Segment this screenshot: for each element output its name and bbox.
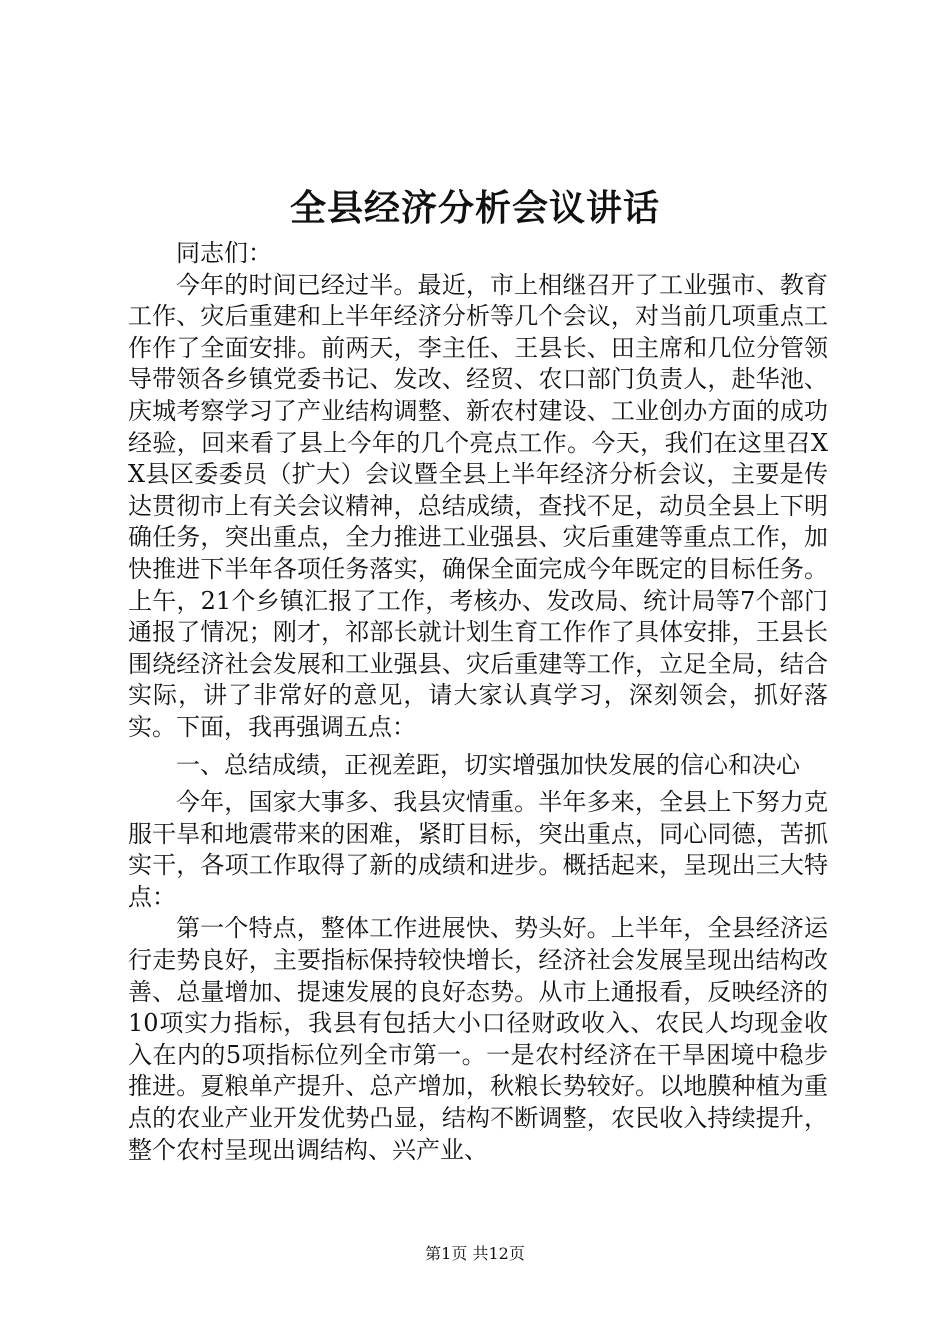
page-total: 共12页 <box>472 1244 525 1263</box>
page-number: 第1页 <box>425 1244 468 1263</box>
intro-paragraph: 今年的时间已经过半。最近，市上相继召开了工业强市、教育工作、灾后重建和上半年经济分析等几个会议，对当前几项重点工作作了全面安排。前两天，李主任、王县长、田主席和几位分管领导带领各乡镇党委书记、发改、经贸、农口部门负责人，赴华池、庆城考察学习了产业结构调整、新农村建设、工业创办方面的成功经验，回来看了县上今年的几个亮点工作。今天，我们在这里召XX县区委委员（扩大）会议暨全县上半年经济分析会议，主要是传达贯彻市上有关会议精神，总结成绩，查找不足，动员全县上下明确任务，突出重点，全力推进工业强县、灾后重建等重点工作，加快推进下半年各项任务落实，确保全面完成今年既定的目标任务。上午，21个乡镇汇报了工作，考核办、发改局、统计局等7个部门通报了情况；刚才，祁部长就计划生育工作作了具体安排，王县长围绕经济社会发展和工业强县、灾后重建等工作，立足全局，结合实际，讲了非常好的意见，请大家认真学习，深刻领会，抓好落实。下面，我再强调五点： <box>128 270 828 741</box>
page-title: 全县经济分析会议讲话 <box>289 187 660 229</box>
body-paragraph: 今年，国家大事多、我县灾情重。半年多来，全县上下努力克服干旱和地震带来的困难，紧盯目标，突出重点，同心同德，苦抓实干，各项工作取得了新的成绩和进步。概括起来，呈现出三大特点： <box>128 788 828 911</box>
body-paragraph: 第一个特点，整体工作进展快、势头好。上半年，全县经济运行走势良好，主要指标保持较快增长，经济社会发展呈现出结构改善、总量增加、提速发展的良好态势。从市上通报看，反映经济的10项实力指标，我县有包括大小口径财政收入、农民人均现金收入在内的5项指标位列全市第一。一是农村经济在干旱困境中稳步推进。夏粮单产提升、总产增加，秋粮长势较好。以地膜种植为重点的农业产业开发优势凸显，结构不断调整，农民收入持续提升，整个农村呈现出调结构、兴产业、 <box>128 914 828 1164</box>
section-heading: 一、总结成绩，正视差距，切实增强加快发展的信心和决心 <box>176 750 800 779</box>
salutation-paragraph: 同志们： <box>176 239 272 267</box>
page-footer <box>0 1244 950 1264</box>
document-body <box>128 238 828 1166</box>
